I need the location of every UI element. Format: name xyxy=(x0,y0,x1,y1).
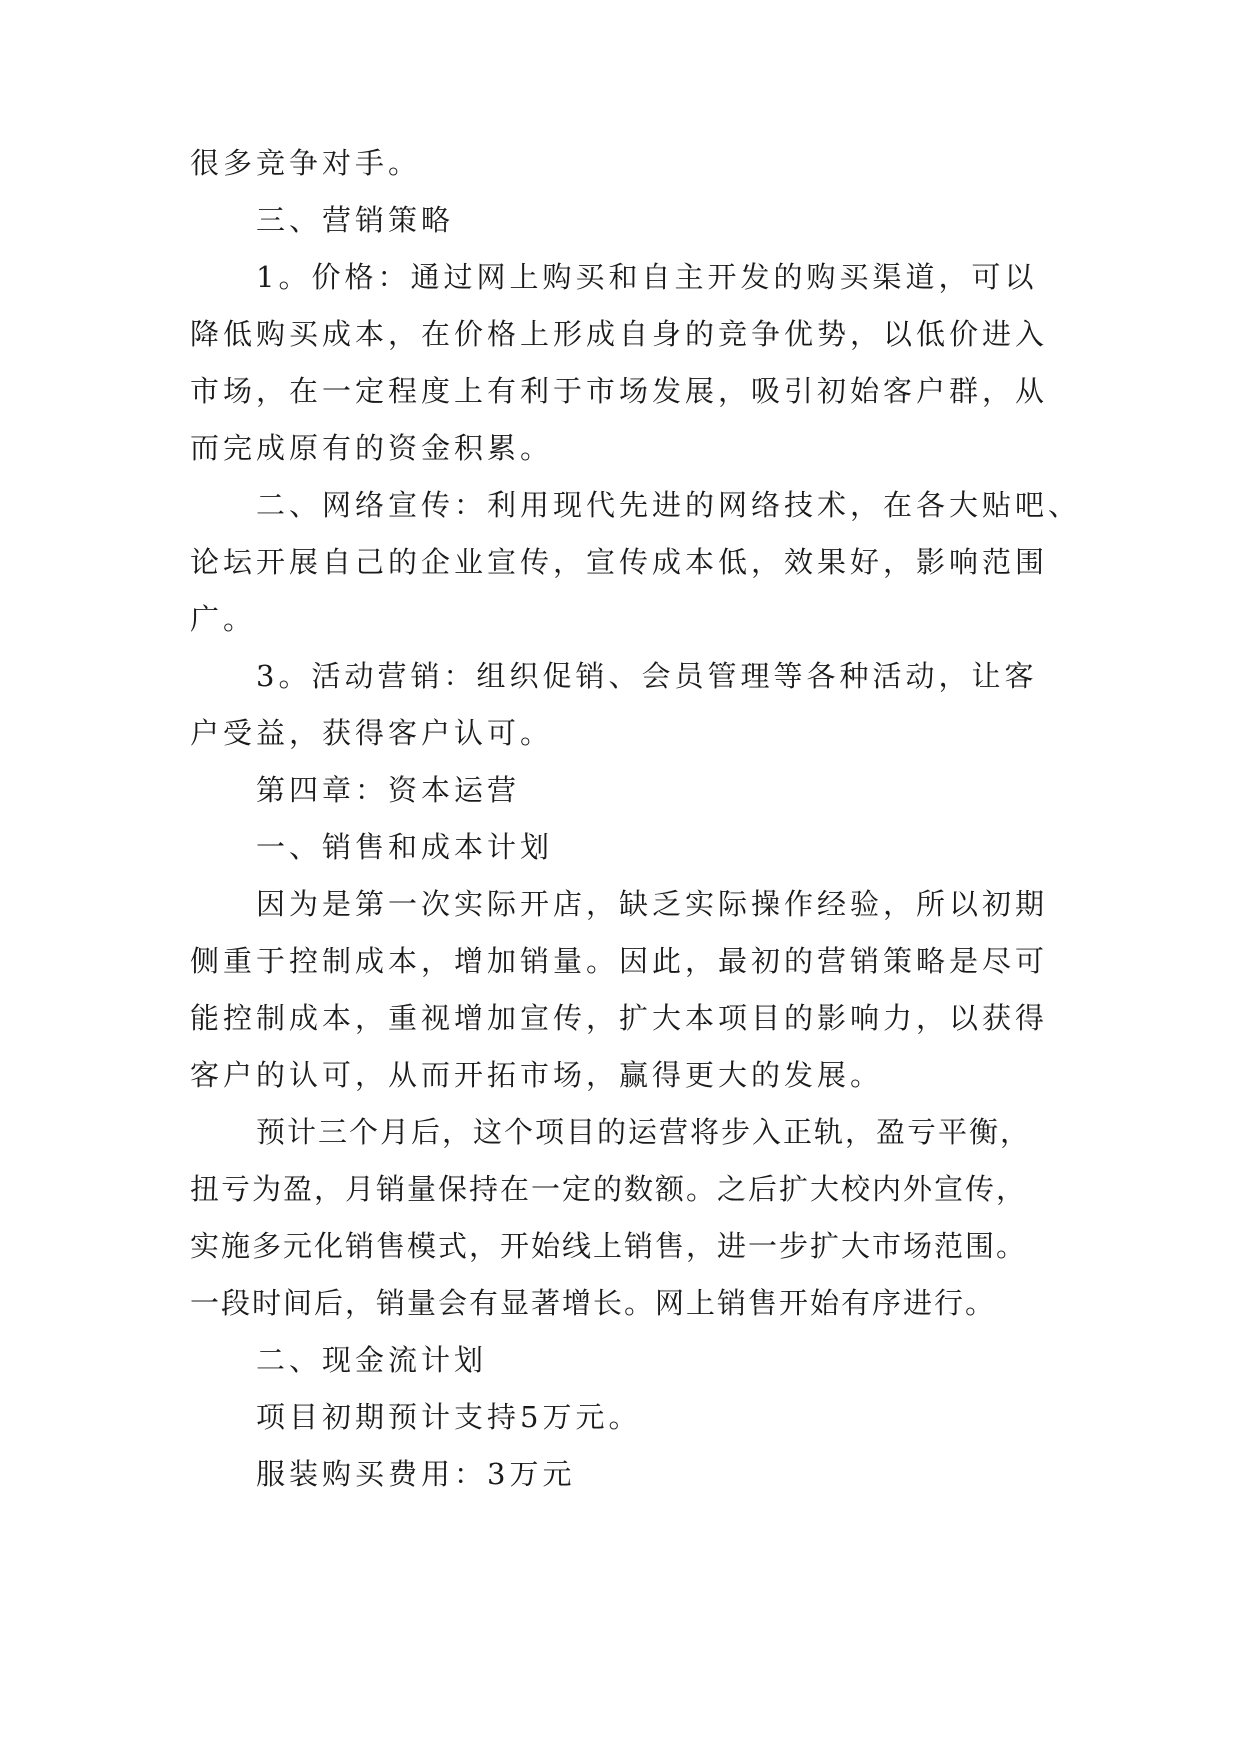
section-heading: 三、营销策略 xyxy=(256,203,455,237)
text-line: 一段时间后，销量会有显著增长。网上销售开始有序进行。 xyxy=(190,1286,997,1320)
text-line: 侧重于控制成本，增加销量。因此，最初的营销策略是尽可 xyxy=(190,944,1049,978)
text-line: 户受益，获得客户认可。 xyxy=(190,716,554,750)
text-line: 项目初期预计支持5万元。 xyxy=(256,1400,642,1434)
text-line: 二、网络宣传：利用现代先进的网络技术，在各大贴吧、 xyxy=(256,488,1082,522)
chapter-heading: 第四章：资本运营 xyxy=(256,773,521,807)
text-line: 服装购买费用：3万元 xyxy=(256,1457,576,1491)
text-line: 客户的认可，从而开拓市场，赢得更大的发展。 xyxy=(190,1058,884,1092)
text-line: 广。 xyxy=(190,602,257,636)
text-line: 降低购买成本，在价格上形成自身的竞争优势，以低价进入 xyxy=(190,317,1049,351)
text-line: 能控制成本，重视增加宣传，扩大本项目的影响力，以获得 xyxy=(190,1001,1049,1035)
text-line: 因为是第一次实际开店，缺乏实际操作经验，所以初期 xyxy=(256,887,1049,921)
section-heading: 二、现金流计划 xyxy=(256,1343,488,1377)
text-line: 而完成原有的资金积累。 xyxy=(190,431,554,465)
text-line: 3。活动营销：组织促销、会员管理等各种活动，让客 xyxy=(256,659,1038,693)
section-heading: 一、销售和成本计划 xyxy=(256,830,554,864)
text-line: 论坛开展自己的企业宣传，宣传成本低，效果好，影响范围 xyxy=(190,545,1049,579)
text-line: 预计三个月后，这个项目的运营将步入正轨，盈亏平衡， xyxy=(256,1115,1032,1149)
text-line: 扭亏为盈，月销量保持在一定的数额。之后扩大校内外宣传， xyxy=(190,1172,1028,1206)
text-line: 市场，在一定程度上有利于市场发展，吸引初始客户群，从 xyxy=(190,374,1049,408)
text-line: 1。价格：通过网上购买和自主开发的购买渠道，可以 xyxy=(256,260,1038,294)
text-line: 很多竞争对手。 xyxy=(190,146,422,180)
text-line: 实施多元化销售模式，开始线上销售，进一步扩大市场范围。 xyxy=(190,1229,1028,1263)
